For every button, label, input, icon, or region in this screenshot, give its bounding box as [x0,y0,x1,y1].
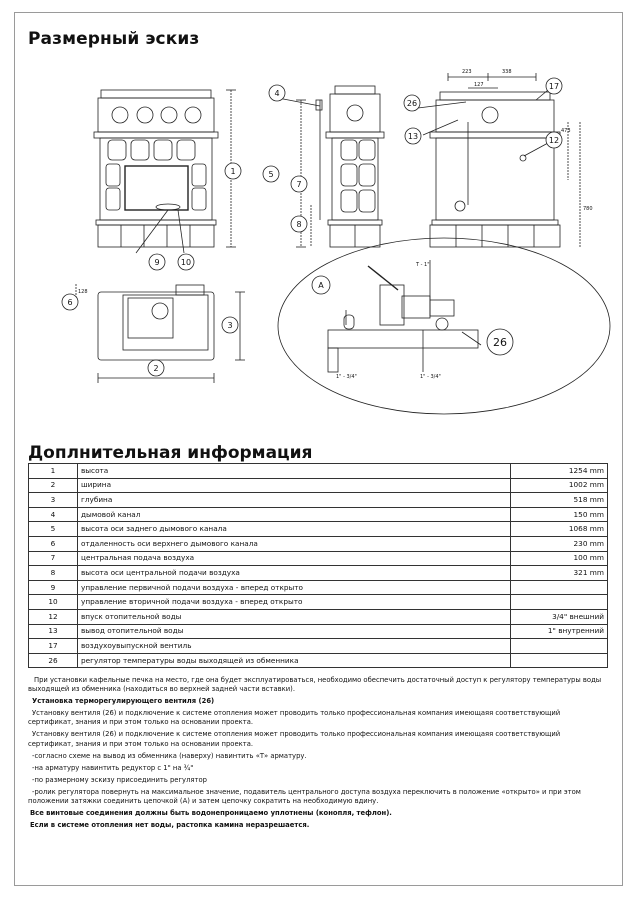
row-number: 6 [29,536,78,551]
callout-a: A [318,281,324,290]
callout-8: 8 [296,220,302,229]
dim-338: 338 [502,69,512,75]
row-label: дымовой канал [78,507,511,522]
callout-7: 7 [296,180,302,189]
callout-3: 3 [227,321,233,330]
row-number: 17 [29,639,78,654]
row-label: высота оси заднего дымового канала [78,522,511,537]
row-value: 3/4" внешний [511,609,608,624]
callout-1: 1 [230,167,236,176]
row-number: 1 [29,464,78,479]
table-row [29,478,608,493]
sketch-title: Размерный эскиз [28,29,200,49]
row-value: 100 mm [511,551,608,566]
table-row [29,595,608,610]
row-label: вывод отопительной воды [78,624,511,639]
row-number: 26 [29,653,78,668]
row-value [511,653,608,668]
row-number: 8 [29,566,78,581]
dim-223: 223 [462,69,472,75]
row-number: 4 [29,507,78,522]
dim-780: 780 [583,206,593,212]
row-label: воздухоувыпускной вентиль [78,639,511,654]
row-value: 150 mm [511,507,608,522]
callout-5: 5 [268,170,274,179]
row-label: глубина [78,493,511,508]
note-paragraph: При установки кафельные печка на место, где она будет эксплуатироваться, необходимо обеспечить достаточный доступ к регулятору температуры воды выходящей из обменника (находиться во верхней задней части вставки). [28,676,602,694]
row-label: управление первичной подачи воздуха - вперед открыто [78,580,511,595]
row-number: 10 [29,595,78,610]
callout-26-detail: 26 [493,336,507,349]
row-label: центральная подача воздуха [78,551,511,566]
dimension-drawing [28,60,618,438]
note-step: -ролик регулятора повернуть на максимальное значение, подавитель центрального доступа воздуха переключить в положение «открыто» и при этом положении затяжки соединить цепочкой (A) и затем цепочку сократить на необходимую вдину. [28,787,581,806]
table-row [29,536,608,551]
installation-notes [28,676,606,833]
row-value: 1" внутренний [511,624,608,639]
row-number: 5 [29,522,78,537]
table-row [29,566,608,581]
row-number: 13 [29,624,78,639]
row-value [511,639,608,654]
dim-128: 128 [78,289,88,295]
info-title: Доплнительная информация [28,443,313,463]
table-row [29,609,608,624]
row-label: впуск отопительной воды [78,609,511,624]
note-paragraph: Установку вентиля (26) и подключение к системе отопления может проводить только профессиональная компания имеющаяя соответствующий сертификат, знания и при этом только на основании проекта. [28,709,561,727]
table-row [29,551,608,566]
row-number: 12 [29,609,78,624]
callout-6: 6 [67,298,73,307]
pipe-t-label: T - 1" [416,262,430,268]
note-step: -на арматуру навинтить редуктор с 1" на ¾" [32,763,194,772]
table-row [29,507,608,522]
row-value: 1068 mm [511,522,608,537]
row-number: 3 [29,493,78,508]
row-value [511,580,608,595]
table-row [29,522,608,537]
table-row [29,653,608,668]
row-value: 321 mm [511,566,608,581]
note-step: -согласно схеме на вывод из обменника (наверху) навинтить «Т» арматуру. [32,751,307,760]
stove-back-view [418,73,580,247]
callout-2: 2 [153,364,159,373]
spec-table [28,463,608,668]
callout-26: 26 [406,99,418,108]
table-row [29,464,608,479]
row-label: ширина [78,478,511,493]
row-number: 9 [29,580,78,595]
dim-473: 473 [561,128,571,134]
row-label: регулятор температуры воды выходящей из обменника [78,653,511,668]
regulator-detail-view [278,238,610,414]
note-paragraph: Установку вентиля (26) и подключение к системе отопления может проводить только профессиональная компания имеющаяя соответствующий сертификат, знания и при этом только на основании проекта. [28,730,561,748]
callout-4: 4 [274,89,280,98]
note-warning: Если в системе отопления нет воды, растопка камина неразрешается. [30,821,310,830]
row-value: 1002 mm [511,478,608,493]
dim-127: 127 [474,82,484,88]
pipe-left-label: 1" - 3/4" [336,374,357,380]
row-number: 7 [29,551,78,566]
row-number: 2 [29,478,78,493]
row-label: отдаленность оси верхнего дымового канала [78,536,511,551]
table-row [29,639,608,654]
callout-10: 10 [180,258,192,267]
table-row [29,580,608,595]
stove-front-view [94,90,236,253]
note-warning: Все винтовые соединения должны быть водонепроницаемо уплотнены (конопля, тефлон). [30,809,392,818]
callout-17: 17 [548,82,560,91]
row-value [511,595,608,610]
row-label: управление вторичной подачи воздуха - вперед открыто [78,595,511,610]
callout-12: 12 [548,136,560,145]
row-value: 518 mm [511,493,608,508]
note-step: -по размерному эскизу присоединить регулятор [32,775,207,784]
pipe-right-label: 1" - 3/4" [420,374,441,380]
table-row [29,624,608,639]
row-label: высота оси центральной подачи воздуха [78,566,511,581]
table-row [29,493,608,508]
note-heading: Установка терморегулирующего вентиля (26) [32,697,215,706]
row-label: высота [78,464,511,479]
callout-13: 13 [407,132,419,141]
row-value: 1254 mm [511,464,608,479]
callout-9: 9 [154,258,160,267]
row-value: 230 mm [511,536,608,551]
